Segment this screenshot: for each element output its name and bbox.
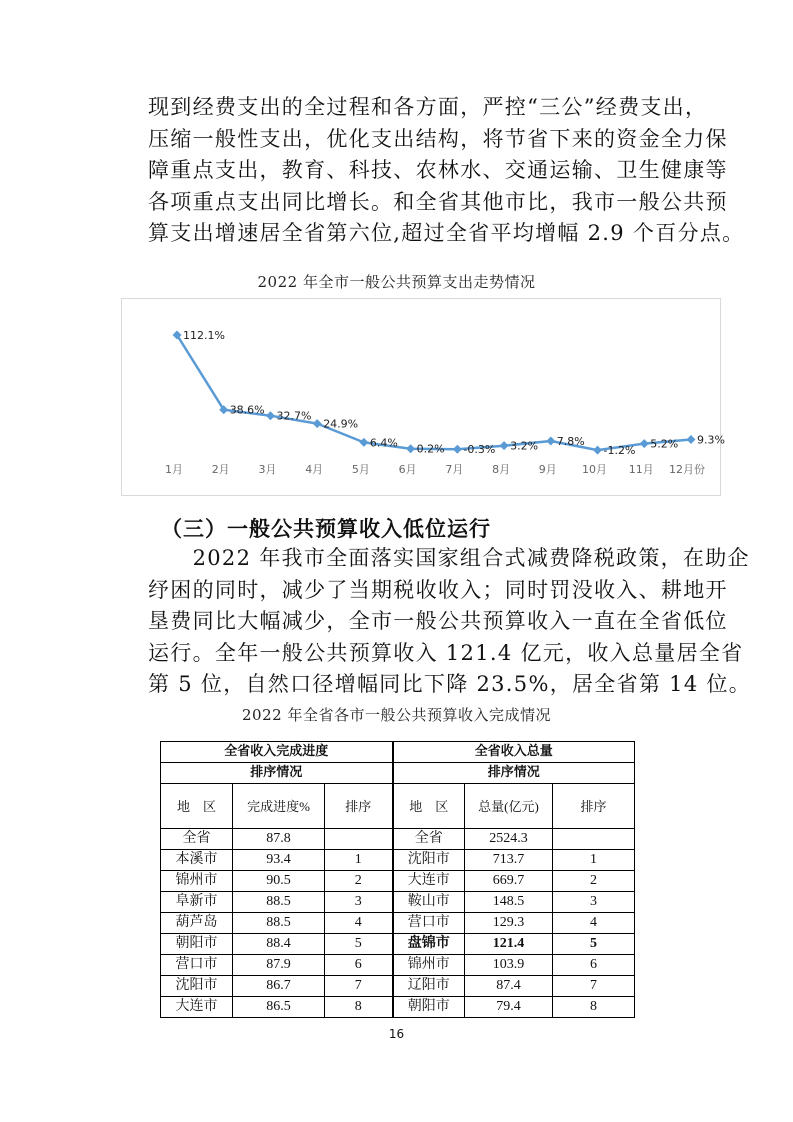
body-paragraph-2 (148, 543, 752, 701)
rank-cell: 6 (325, 955, 393, 976)
left-subheader: 排序情况 (161, 763, 393, 784)
region-cell: 阜新市 (161, 892, 233, 913)
rank-cell: 6 (553, 955, 635, 976)
total-cell: 87.4 (465, 976, 553, 997)
table-row (161, 934, 635, 955)
data-point (359, 438, 368, 447)
column-header-total: 总量(亿元) (465, 784, 553, 829)
column-header-progress: 完成进度% (233, 784, 325, 829)
table-row (161, 997, 635, 1018)
region-cell: 大连市 (393, 871, 465, 892)
data-point (640, 439, 649, 448)
data-label: 6.4% (369, 436, 398, 450)
section-heading: （三）一般公共预算收入低位运行 (161, 517, 491, 541)
table-row (161, 871, 635, 892)
data-point (313, 419, 322, 428)
x-tick-label: 10月 (582, 463, 607, 476)
column-header-region: 地 区 (393, 784, 465, 829)
table-row (161, 850, 635, 871)
rank-cell: 3 (325, 892, 393, 913)
progress-cell: 90.5 (233, 871, 325, 892)
total-cell: 129.3 (465, 913, 553, 934)
paragraph-line: 压缩一般性支出，优化支出结构，将节省下来的资金全力保 (148, 126, 728, 151)
data-point (406, 444, 415, 453)
paragraph-line: 纾困的同时，减少了当期税收收入；同时罚没收入、耕地开 (148, 577, 728, 602)
region-cell: 营口市 (161, 955, 233, 976)
rank-cell: 4 (553, 913, 635, 934)
x-tick-label: 5月 (351, 463, 370, 476)
region-cell: 沈阳市 (393, 850, 465, 871)
series-line (177, 335, 691, 450)
data-point (593, 446, 602, 455)
data-label: 32.7% (276, 409, 312, 423)
x-tick-label: 4月 (305, 463, 324, 476)
region-cell: 锦州市 (161, 871, 233, 892)
expenditure-trend-chart (121, 298, 725, 496)
column-header-rank: 排序 (325, 784, 393, 829)
paragraph-line: 算支出增速居全省第六位,超过全省平均增幅 2.9 个百分点。 (148, 221, 745, 245)
table-row (161, 976, 635, 997)
paragraph-line: 2022 年我市全面落实国家组合式减费降税政策，在助企 (148, 546, 750, 570)
rank-cell: 8 (325, 997, 393, 1018)
data-label: 38.6% (229, 403, 265, 417)
region-cell: 辽阳市 (393, 976, 465, 997)
data-label: -1.2% (603, 444, 636, 458)
paragraph-line: 运行。全年一般公共预算收入 121.4 亿元，收入总量居全省 (148, 640, 744, 665)
x-tick-label: 9月 (538, 463, 557, 476)
table-title: 2022 年全省各市一般公共预算收入完成情况 (242, 706, 551, 724)
x-tick-label: 3月 (258, 463, 277, 476)
data-label: 7.8% (556, 435, 585, 448)
data-point (546, 436, 555, 445)
table-row (161, 913, 635, 934)
x-tick-label: 6月 (398, 463, 417, 476)
rank-cell (553, 829, 635, 850)
table-row (161, 955, 635, 976)
progress-cell: 93.4 (233, 850, 325, 871)
x-tick-label: 8月 (492, 463, 511, 476)
data-label: 24.9% (323, 417, 359, 431)
data-point (266, 411, 275, 420)
region-cell: 葫芦岛 (161, 913, 233, 934)
progress-cell: 87.8 (233, 829, 325, 850)
x-tick-label: 7月 (445, 463, 464, 476)
progress-cell: 86.7 (233, 976, 325, 997)
rank-cell: 5 (553, 934, 635, 955)
total-cell: 121.4 (465, 934, 553, 955)
progress-cell: 86.5 (233, 997, 325, 1018)
rank-cell: 4 (325, 913, 393, 934)
paragraph-line: 第 5 位，自然口径增幅同比下降 23.5%，居全省第 14 位。 (148, 672, 752, 696)
region-cell: 全省 (161, 829, 233, 850)
rank-cell: 2 (553, 871, 635, 892)
left-group-header: 全省收入完成进度 (161, 742, 393, 763)
paragraph-line: 垦费同比大幅减少，全市一般公共预算收入一直在全省低位 (148, 609, 728, 633)
revenue-ranking-table (160, 741, 635, 1018)
rank-cell: 8 (553, 997, 635, 1018)
body-paragraph-1 (148, 92, 745, 250)
chart-canvas (122, 299, 725, 495)
region-cell: 朝阳市 (393, 997, 465, 1018)
region-cell: 本溪市 (161, 850, 233, 871)
data-point (453, 445, 462, 454)
x-tick-label: 11月 (628, 463, 654, 476)
region-cell: 全省 (393, 829, 465, 850)
total-cell: 713.7 (465, 850, 553, 871)
total-cell: 2524.3 (465, 829, 553, 850)
x-tick-label: 12月份 (669, 463, 705, 476)
table-row (161, 892, 635, 913)
progress-cell: 88.4 (233, 934, 325, 955)
data-point (500, 441, 509, 450)
region-cell: 大连市 (161, 997, 233, 1018)
x-tick-label: 1月 (165, 463, 183, 476)
rank-cell: 7 (325, 976, 393, 997)
data-label: 5.2% (650, 437, 679, 451)
right-subheader: 排序情况 (393, 763, 635, 784)
region-cell: 锦州市 (393, 955, 465, 976)
rank-cell: 7 (553, 976, 635, 997)
data-point (687, 435, 696, 444)
total-cell: 79.4 (465, 997, 553, 1018)
paragraph-line: 障重点支出，教育、科技、农林水、交通运输、卫生健康等 (148, 158, 728, 182)
rank-cell: 1 (553, 850, 635, 871)
region-cell: 鞍山市 (393, 892, 465, 913)
rank-cell: 3 (553, 892, 635, 913)
rank-cell: 5 (325, 934, 393, 955)
paragraph-line: 各项重点支出同比增长。和全省其他市比，我市一般公共预 (148, 189, 728, 214)
progress-cell: 87.9 (233, 955, 325, 976)
progress-cell: 88.5 (233, 913, 325, 934)
page-number: 16 (388, 1027, 405, 1041)
region-cell: 盘锦市 (393, 934, 465, 955)
region-cell: 朝阳市 (161, 934, 233, 955)
total-cell: 103.9 (465, 955, 553, 976)
total-cell: 669.7 (465, 871, 553, 892)
data-label: 3.2% (510, 439, 539, 453)
rank-cell (325, 829, 393, 850)
paragraph-line: 现到经费支出的全过程和各方面，严控“三公”经费支出， (148, 95, 708, 119)
region-cell: 沈阳市 (161, 976, 233, 997)
data-label: -0.3% (463, 443, 496, 457)
rank-cell: 1 (325, 850, 393, 871)
data-label: 9.3% (697, 433, 725, 447)
data-label: 0.2% (416, 442, 445, 456)
progress-cell: 88.5 (233, 892, 325, 913)
total-cell: 148.5 (465, 892, 553, 913)
rank-cell: 2 (325, 871, 393, 892)
chart-title: 2022 年全市一般公共预算支出走势情况 (257, 273, 536, 291)
region-cell: 营口市 (393, 913, 465, 934)
column-header-region: 地 区 (161, 784, 233, 829)
table-row (161, 829, 635, 850)
x-tick-label: 2月 (211, 463, 230, 476)
data-label: 112.1% (183, 329, 225, 342)
column-header-rank: 排序 (553, 784, 635, 829)
right-group-header: 全省收入总量 (393, 742, 635, 763)
